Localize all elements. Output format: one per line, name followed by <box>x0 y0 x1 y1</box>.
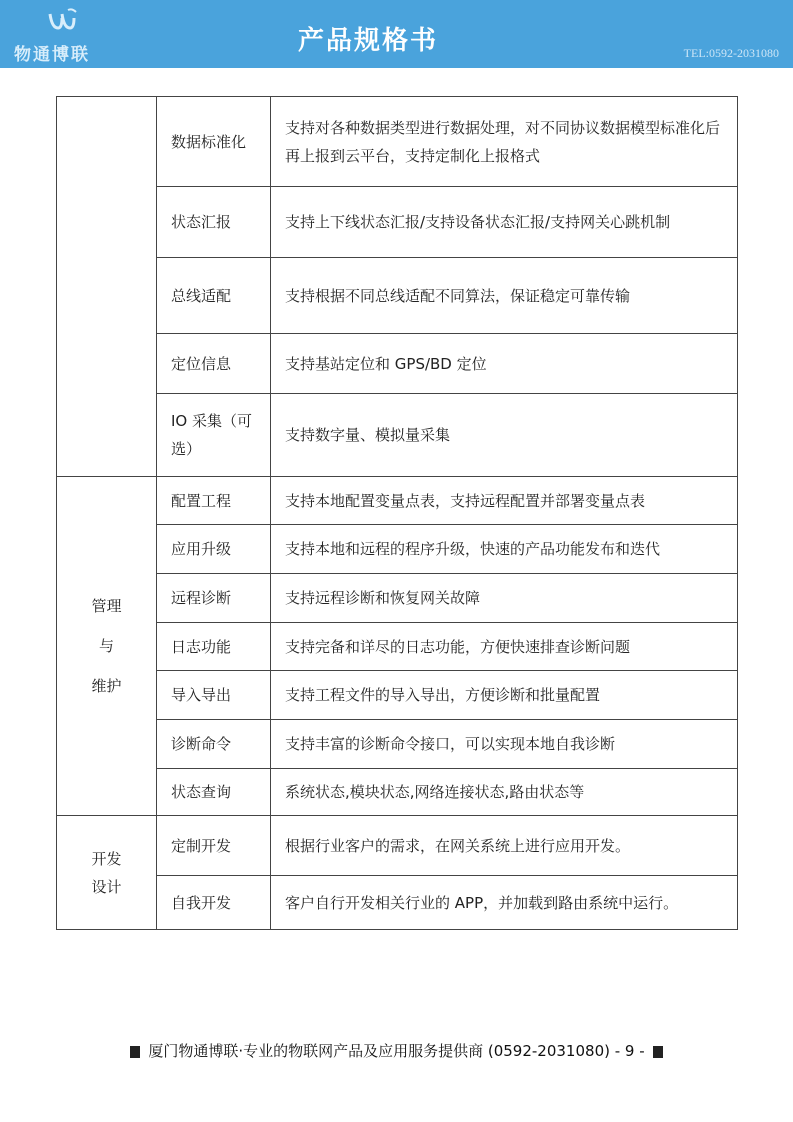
table-row <box>57 816 738 876</box>
feature-cell: 应用升级 <box>157 525 271 574</box>
logo-icon <box>44 6 84 36</box>
header-tel: TEL:0592-2031080 <box>683 46 779 60</box>
category-label: 开发 <box>91 849 122 868</box>
feature-cell: 远程诊断 <box>157 574 271 623</box>
page-header <box>0 0 793 68</box>
description-cell: 支持工程文件的导入导出，方便诊断和批量配置 <box>271 671 738 720</box>
category-label: 管理 <box>91 597 122 615</box>
feature-cell: 导入导出 <box>157 671 271 720</box>
description-cell: 根据行业客户的需求，在网关系统上进行应用开发。 <box>271 816 738 876</box>
feature-cell: 总线适配 <box>157 258 271 334</box>
table-row <box>57 876 738 930</box>
table-row <box>57 394 738 477</box>
table-row <box>57 187 738 258</box>
feature-cell: IO 采集（可选） <box>157 394 271 477</box>
table-row <box>57 720 738 769</box>
description-cell: 支持上下线状态汇报/支持设备状态汇报/支持网关心跳机制 <box>271 187 738 258</box>
square-bullet-icon <box>130 1046 140 1058</box>
feature-cell: 状态汇报 <box>157 187 271 258</box>
category-label: 设计 <box>91 877 122 896</box>
description-cell: 支持本地和远程的程序升级，快速的产品功能发布和迭代 <box>271 525 738 574</box>
table-row <box>57 574 738 623</box>
category-label: 维护 <box>91 677 122 695</box>
table-row <box>57 623 738 671</box>
table-row <box>57 258 738 334</box>
description-cell: 客户自行开发相关行业的 APP，并加载到路由系统中运行。 <box>271 876 738 930</box>
table-row <box>57 525 738 574</box>
description-cell: 系统状态,模块状态,网络连接状态,路由状态等 <box>271 769 738 816</box>
category-cell <box>57 97 157 477</box>
table-row <box>57 97 738 187</box>
page-footer <box>0 1040 793 1061</box>
feature-cell: 自我开发 <box>157 876 271 930</box>
description-cell: 支持远程诊断和恢复网关故障 <box>271 574 738 623</box>
description-cell: 支持完备和详尽的日志功能，方便快速排查诊断问题 <box>271 623 738 671</box>
feature-cell: 定位信息 <box>157 334 271 394</box>
description-cell: 支持本地配置变量点表，支持远程配置并部署变量点表 <box>271 477 738 525</box>
description-cell: 支持丰富的诊断命令接口，可以实现本地自我诊断 <box>271 720 738 769</box>
feature-cell: 数据标准化 <box>157 97 271 187</box>
description-cell: 支持根据不同总线适配不同算法，保证稳定可靠传输 <box>271 258 738 334</box>
description-cell: 支持基站定位和 GPS/BD 定位 <box>271 334 738 394</box>
spec-table <box>56 96 738 930</box>
feature-cell: 诊断命令 <box>157 720 271 769</box>
feature-cell: 定制开发 <box>157 816 271 876</box>
table-row <box>57 477 738 525</box>
feature-cell: 日志功能 <box>157 623 271 671</box>
brand-name: 物通博联 <box>14 45 90 65</box>
footer-text: 厦门物通博联·专业的物联网产品及应用服务提供商 (0592-2031080) <box>148 1042 610 1060</box>
table-row <box>57 769 738 816</box>
feature-cell: 配置工程 <box>157 477 271 525</box>
category-cell <box>57 816 157 930</box>
table-row <box>57 334 738 394</box>
page-number: - 9 - <box>614 1042 645 1060</box>
square-bullet-icon <box>653 1046 663 1058</box>
description-cell: 支持数字量、模拟量采集 <box>271 394 738 477</box>
category-cell <box>57 477 157 816</box>
category-label: 与 <box>98 637 114 655</box>
table-row <box>57 671 738 720</box>
document-title: 产品规格书 <box>298 26 439 56</box>
feature-cell: 状态查询 <box>157 769 271 816</box>
description-cell: 支持对各种数据类型进行数据处理，对不同协议数据模型标准化后再上报到云平台，支持定制化上报格式 <box>271 97 738 187</box>
